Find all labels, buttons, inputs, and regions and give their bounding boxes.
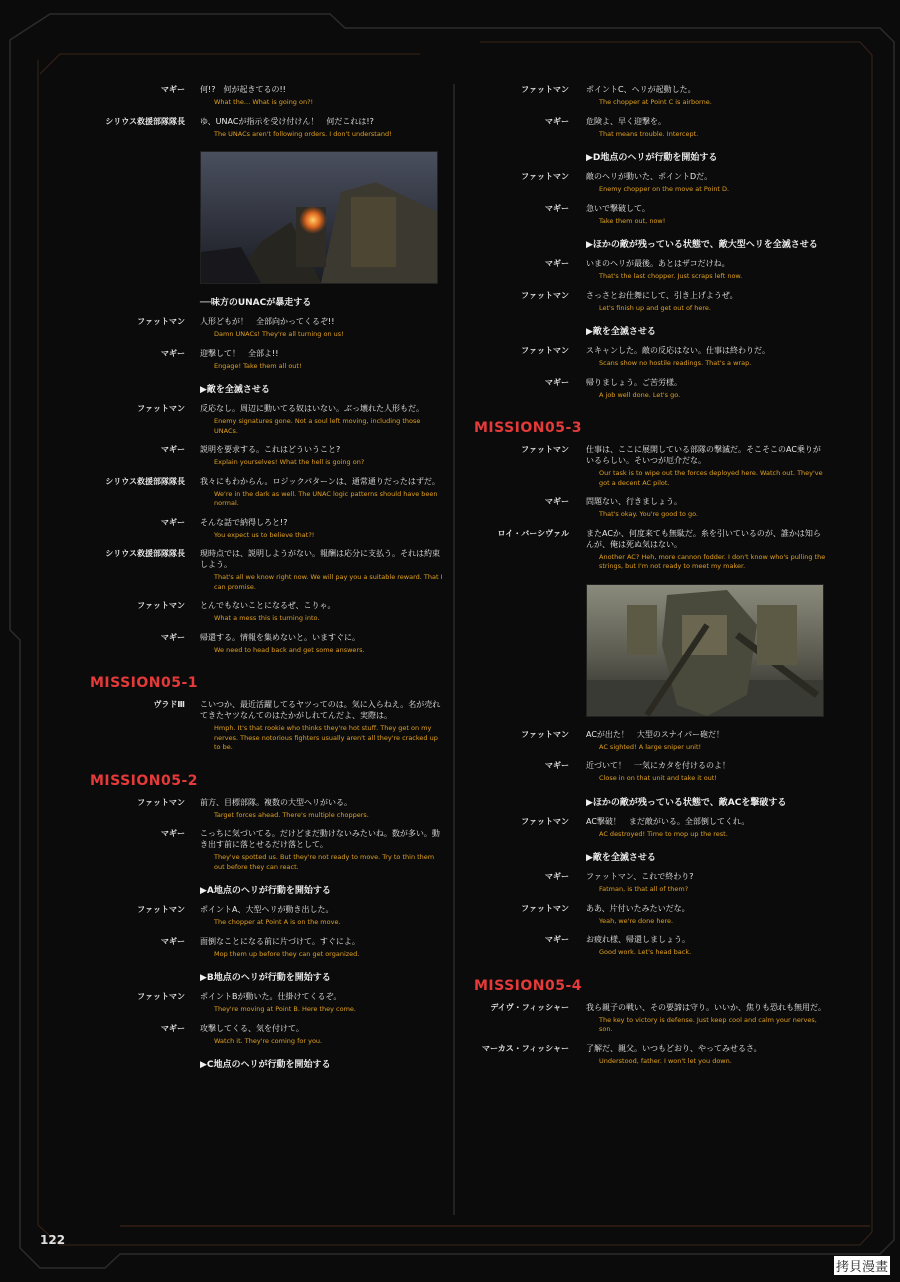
dialogue-entry bbox=[472, 729, 827, 753]
dialogue-entry bbox=[472, 1002, 827, 1035]
english-line: Explain yourselves! What the hell is going on? bbox=[214, 458, 365, 466]
dialogue-entry bbox=[88, 699, 446, 753]
english-line: The chopper at Point C is airborne. bbox=[599, 98, 712, 106]
english-line: That means trouble. Intercept. bbox=[599, 129, 699, 138]
japanese-line: 説明を要求する。これはどういうこと? bbox=[200, 445, 341, 454]
mission-heading: MISSION05-2 bbox=[90, 772, 199, 789]
right-column bbox=[472, 84, 827, 1074]
english-line: What the… What is going on?! bbox=[214, 98, 314, 106]
speaker-name: マギー bbox=[545, 761, 569, 770]
japanese-line: AC撃破！ まだ敵がいる。全部倒してくれ。 bbox=[586, 816, 750, 826]
english-line: Let's finish up and get out of here. bbox=[599, 303, 711, 312]
speaker-name: ファットマン bbox=[521, 903, 569, 913]
japanese-line: こいつか、最近活躍してるヤツってのは。気に入らねえ。名が売れてきたヤツなんてのはたかがしれてんだよ、実際は。 bbox=[200, 700, 441, 720]
english-line: What a mess this is turning into. bbox=[214, 614, 320, 622]
dialogue-entry bbox=[88, 348, 446, 372]
japanese-line: 何!? 何が起きてるの!! bbox=[200, 85, 286, 94]
dialogue-entry bbox=[472, 1043, 827, 1067]
english-line: We're in the dark as well. The UNAC logic patterns should have been normal. bbox=[214, 489, 438, 507]
english-line: The UNACs aren't following orders. I don't understand! bbox=[214, 129, 392, 138]
japanese-line: ああ、片付いたみたいだな。 bbox=[586, 903, 690, 913]
speaker-name: マーカス・フィッシャー bbox=[481, 1043, 569, 1053]
speaker-name: ファットマン bbox=[521, 445, 569, 454]
japanese-line: 迎撃して！ 全部よ!! bbox=[200, 348, 279, 358]
english-line: Watch it. They're coming for you. bbox=[214, 1036, 323, 1045]
english-line: Scans show no hostile readings. That's a wrap. bbox=[599, 359, 752, 367]
dialogue-entry bbox=[88, 797, 446, 821]
dialogue-entry bbox=[88, 84, 446, 108]
japanese-line: ACが出た！ 大型のスナイパー砲だ！ bbox=[586, 729, 725, 739]
english-line: Our task is to wipe out the forces deployed here. Watch out. They've got a decent AC pilot. bbox=[599, 469, 823, 487]
english-line: The chopper at Point A is on the move. bbox=[214, 918, 341, 926]
speaker-name: シリウス救援部隊隊長 bbox=[105, 549, 185, 558]
event-cue: ▶B地点のヘリが行動を開始する bbox=[200, 973, 331, 983]
dialogue-entry bbox=[472, 377, 827, 401]
dialogue-entry bbox=[88, 936, 446, 960]
english-line: Understood, father. I won't let you down. bbox=[599, 1056, 732, 1065]
japanese-line: さっさとお仕舞にして、引き上げようぜ。 bbox=[586, 290, 738, 300]
mission-heading: MISSION05-3 bbox=[474, 420, 583, 436]
speaker-name: ファットマン bbox=[521, 290, 569, 300]
dialogue-entry bbox=[472, 203, 827, 227]
speaker-name: マギー bbox=[161, 445, 185, 454]
english-line: You expect us to believe that?! bbox=[214, 530, 315, 539]
event-cue: ▶A地点のヘリが行動を開始する bbox=[200, 886, 331, 896]
speaker-name: マギー bbox=[545, 116, 569, 126]
dialogue-entry bbox=[88, 991, 446, 1015]
speaker-name: マギー bbox=[545, 203, 569, 213]
english-line: They've spotted us. But they're not ready to move. Try to thin them out before they can react. bbox=[214, 853, 435, 871]
japanese-line: とんでもないことになるぜ、こりゃ。 bbox=[200, 601, 336, 610]
speaker-name: マギー bbox=[161, 1023, 185, 1033]
event-cue: ▶敵を全滅させる bbox=[586, 853, 656, 863]
english-line: We need to head back and get some answers. bbox=[214, 645, 365, 654]
english-line: Target forces ahead. There's multiple choppers. bbox=[214, 810, 369, 819]
japanese-line: 危険よ、早く迎撃を。 bbox=[586, 116, 666, 126]
japanese-line: 帰還する。情報を集めないと。いますぐに。 bbox=[200, 632, 360, 642]
speaker-name: ファットマン bbox=[521, 729, 569, 739]
game-screenshot bbox=[586, 584, 824, 717]
mission-heading: MISSION05-1 bbox=[90, 675, 199, 691]
left-column bbox=[88, 84, 446, 1078]
speaker-name: ファットマン bbox=[137, 601, 185, 610]
speaker-name: ヴラドⅢ bbox=[153, 700, 185, 709]
event-cue: ▶敵を全滅させる bbox=[586, 327, 656, 337]
japanese-line: 我々にもわからん。ロジックパターンは、通常通りだったはずだ。 bbox=[200, 476, 440, 486]
dialogue-entry bbox=[472, 444, 827, 488]
english-line: That's all we know right now. We will pay you a suitable reward. That I can promise. bbox=[214, 573, 443, 591]
speaker-name: マギー bbox=[161, 517, 185, 527]
speaker-name: マギー bbox=[545, 935, 569, 944]
event-cue: ▶C地点のヘリが行動を開始する bbox=[200, 1060, 331, 1070]
mission-heading: MISSION05-4 bbox=[474, 977, 583, 994]
watermark: 拷貝漫畫 bbox=[834, 1256, 890, 1275]
english-line: A job well done. Let's go. bbox=[599, 390, 681, 399]
japanese-line: こっちに気づいてる。だけどまだ動けないみたいね。数が多い。動き出す前に落とせるだけ落として。 bbox=[200, 829, 440, 849]
japanese-line: 近づいて！ 一気にカタを付けるのよ！ bbox=[586, 761, 730, 770]
english-line: The key to victory is defense. Just keep cool and calm your nerves, son. bbox=[599, 1015, 817, 1033]
japanese-line: 現時点では、説明しようがない。報酬は応分に支払う。それは約束しよう。 bbox=[200, 549, 440, 569]
english-line: Damn UNACs! They're all turning on us! bbox=[214, 330, 344, 338]
speaker-name: ファットマン bbox=[137, 404, 185, 413]
dialogue-entry bbox=[472, 171, 827, 195]
japanese-line: 面倒なことになる前に片づけて。すぐによ。 bbox=[200, 936, 360, 946]
japanese-line: 攻撃してくる、気を付けて。 bbox=[200, 1023, 304, 1033]
dialogue-entry bbox=[472, 496, 827, 520]
speaker-name: ファットマン bbox=[521, 346, 569, 355]
speaker-name: マギー bbox=[545, 377, 569, 387]
japanese-line: ポイントC、ヘリが起動した。 bbox=[586, 85, 696, 94]
speaker-name: ファットマン bbox=[521, 172, 569, 181]
speaker-name: ファットマン bbox=[521, 816, 569, 826]
dialogue-entry bbox=[88, 1023, 446, 1047]
japanese-line: そんな話で納得しろと!? bbox=[200, 517, 288, 527]
page-number: 122 bbox=[40, 1233, 66, 1247]
dialogue-entry bbox=[88, 828, 446, 872]
dialogue-entry bbox=[472, 84, 827, 108]
speaker-name: ロイ・バーシヴァル bbox=[497, 528, 569, 538]
english-line: Another AC? Heh, more cannon fodder. I don't know who's pulling the strings, but I'm not ready to meet my maker. bbox=[599, 552, 826, 570]
dialogue-entry bbox=[472, 290, 827, 314]
dialogue-entry bbox=[88, 316, 446, 340]
game-screenshot bbox=[200, 151, 438, 284]
dialogue-entry bbox=[472, 871, 827, 895]
english-line: They're moving at Point B. Here they come. bbox=[214, 1005, 356, 1013]
speaker-name: ファットマン bbox=[137, 905, 185, 914]
dialogue-entry bbox=[88, 548, 446, 592]
english-line: Take them out, now! bbox=[599, 216, 666, 225]
english-line: That's okay. You're good to go. bbox=[599, 510, 699, 518]
english-line: Yeah, we're done here. bbox=[599, 916, 674, 925]
japanese-line: 前方、目標部隊。複数の大型ヘリがいる。 bbox=[200, 797, 352, 807]
japanese-line: 我ら親子の戦い、その要諦は守り。いいか、焦りも恐れも無用だ。 bbox=[586, 1002, 826, 1012]
dialogue-entry bbox=[472, 116, 827, 140]
english-line: Engage! Take them all out! bbox=[214, 361, 302, 370]
japanese-line: 了解だ、親父。いつもどおり、やってみせるさ。 bbox=[586, 1043, 762, 1053]
japanese-line: いまのヘリが最後。あとはザコだけね。 bbox=[586, 259, 730, 268]
speaker-name: ファットマン bbox=[521, 85, 569, 94]
dialogue-entry bbox=[472, 528, 827, 572]
speaker-name: マギー bbox=[545, 497, 569, 506]
speaker-name: ファットマン bbox=[137, 317, 185, 326]
event-cue: ▶ほかの敵が残っている状態で、敵大型ヘリを全滅させる bbox=[586, 240, 818, 250]
dialogue-entry bbox=[88, 116, 446, 140]
japanese-line: 急いで撃破して。 bbox=[586, 203, 650, 213]
dialogue-entry bbox=[88, 632, 446, 656]
japanese-line: 敵のヘリが動いた、ポイントDだ。 bbox=[586, 172, 713, 181]
event-cue: ▶ほかの敵が残っている状態で、敵ACを撃破する bbox=[586, 797, 787, 808]
speaker-name: マギー bbox=[161, 85, 185, 94]
japanese-line: 反応なし。周辺に動いてる奴はいない。ぶっ壊れた人形もだ。 bbox=[200, 404, 424, 413]
english-line: Enemy chopper on the move at Point D. bbox=[599, 185, 730, 193]
dialogue-entry bbox=[88, 444, 446, 468]
japanese-line: 人形どもが！ 全部向かってくるぞ!! bbox=[200, 317, 335, 326]
event-cue: ▶D地点のヘリが行動を開始する bbox=[586, 153, 718, 163]
dialogue-entry bbox=[88, 476, 446, 509]
speaker-name: デイヴ・フィッシャー bbox=[490, 1002, 569, 1012]
speaker-name: マギー bbox=[161, 829, 185, 838]
japanese-line: ファットマン、これで終わり? bbox=[586, 872, 694, 881]
speaker-name: シリウス救援部隊隊長 bbox=[105, 116, 185, 126]
speaker-name: マギー bbox=[161, 936, 185, 946]
dialogue-entry bbox=[472, 760, 827, 784]
speaker-name: ファットマン bbox=[137, 992, 185, 1001]
english-line: Good work. Let's head back. bbox=[599, 948, 692, 956]
speaker-name: ファットマン bbox=[137, 797, 185, 807]
dialogue-entry bbox=[472, 345, 827, 369]
english-line: Enemy signatures gone. Not a soul left moving, including those UNACs. bbox=[214, 417, 421, 435]
japanese-line: ゆ、UNACが指示を受け付けん！ 何だこれは!? bbox=[200, 116, 374, 126]
speaker-name: シリウス救援部隊隊長 bbox=[105, 476, 185, 486]
english-line: Fatman, is that all of them? bbox=[599, 885, 689, 893]
japanese-line: ポイントA、大型ヘリが動き出した。 bbox=[200, 905, 334, 914]
japanese-line: ポイントBが動いた。仕掛けてくるぞ。 bbox=[200, 992, 342, 1001]
japanese-line: お疲れ様、帰還しましょう。 bbox=[586, 935, 690, 944]
japanese-line: またACか、何度来ても無駄だ。糸を引いているのが、誰かは知らんが、俺は死ぬ気はない。 bbox=[586, 528, 821, 549]
english-line: That's the last chopper. Just scraps left now. bbox=[599, 272, 743, 280]
english-line: Mop them up before they can get organized. bbox=[214, 949, 360, 958]
dialogue-entry bbox=[88, 403, 446, 436]
dialogue-entry bbox=[88, 904, 446, 928]
dialogue-entry bbox=[472, 816, 827, 840]
english-line: AC destroyed! Time to mop up the rest. bbox=[599, 829, 728, 838]
dialogue-entry bbox=[472, 934, 827, 958]
english-line: Close in on that unit and take it out! bbox=[599, 774, 717, 782]
event-cue: ▶敵を全滅させる bbox=[200, 385, 270, 395]
speaker-name: マギー bbox=[545, 259, 569, 268]
japanese-line: 問題ない、行きましょう。 bbox=[586, 497, 682, 506]
speaker-name: マギー bbox=[545, 872, 569, 881]
dialogue-entry bbox=[88, 517, 446, 541]
dialogue-entry bbox=[88, 600, 446, 624]
dialogue-entry bbox=[472, 258, 827, 282]
speaker-name: マギー bbox=[161, 632, 185, 642]
speaker-name: マギー bbox=[161, 348, 185, 358]
english-line: Hmph. It's that rookie who thinks they're hot stuff. They get on my nerves. These notorious fighters usually aren't all they're cracked up to be. bbox=[214, 724, 438, 751]
japanese-line: 仕事は、ここに展開している部隊の撃滅だ。そこそこのAC乗りがいるらしい。そいつが厄介だな。 bbox=[586, 445, 821, 465]
japanese-line: スキャンした。敵の反応はない。仕事は終わりだ。 bbox=[586, 346, 770, 355]
event-cue: ──味方のUNACが暴走する bbox=[200, 298, 312, 308]
english-line: AC sighted! A large sniper unit! bbox=[599, 742, 702, 751]
dialogue-entry bbox=[472, 903, 827, 927]
japanese-line: 帰りましょう。ご苦労様。 bbox=[586, 377, 682, 387]
